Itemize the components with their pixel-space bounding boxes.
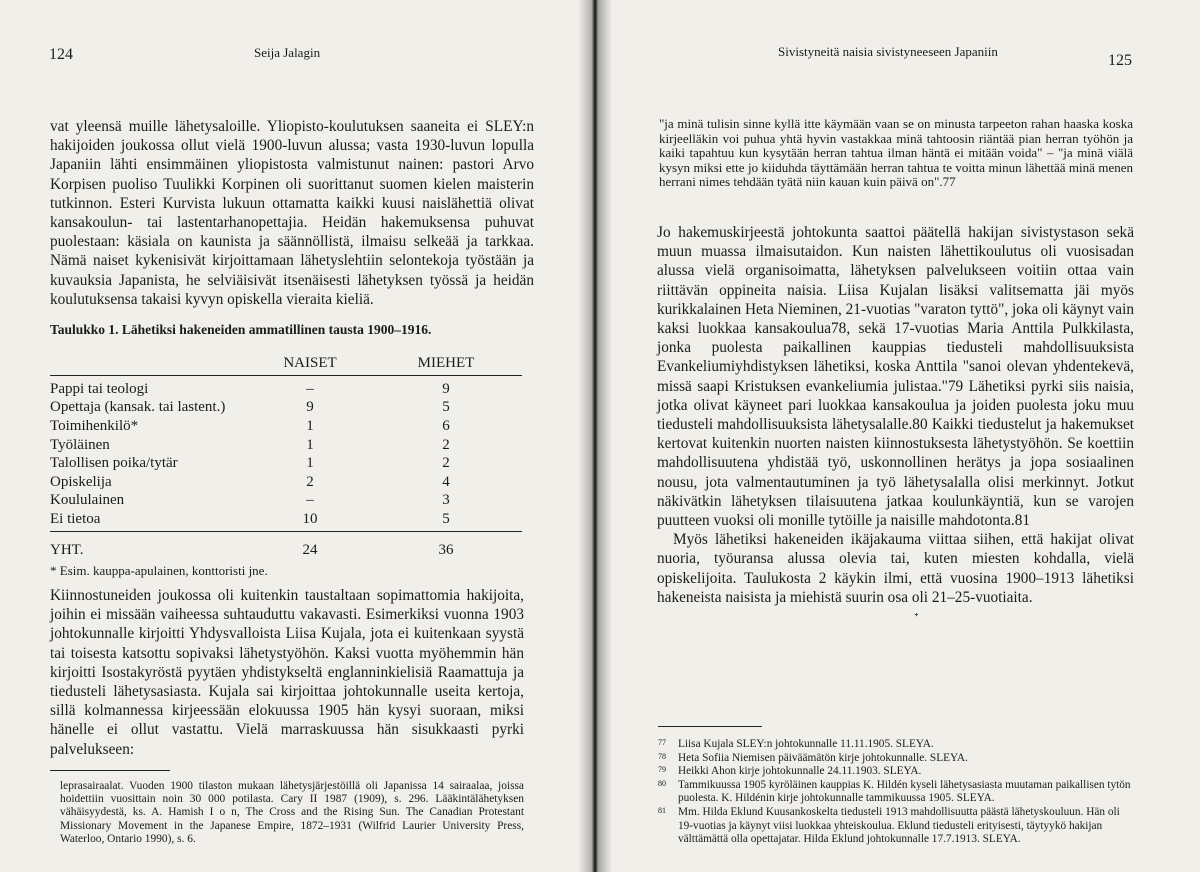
cell-miehet: 5 bbox=[442, 510, 450, 527]
header-cell bbox=[50, 352, 250, 374]
footnote-number: 78 bbox=[658, 751, 666, 761]
right-page bbox=[592, 0, 1200, 872]
row-label: Koululainen bbox=[50, 492, 125, 509]
cell-miehet: 5 bbox=[442, 399, 450, 416]
total-miehet: 36 bbox=[438, 541, 454, 558]
footnote-number: 77 bbox=[658, 738, 666, 747]
table-row bbox=[50, 436, 522, 455]
page-number-left: 124 bbox=[49, 46, 73, 63]
footnote-text: Tammikuussa 1905 kyröläinen kauppias K. Hildén kyseli lähetysasiasta muutaman paikallisen tytön puolesta. K. Hildénin kirje johtokunnalle tammikuussa 1905. SLEYA. bbox=[678, 778, 1131, 805]
row-label: Opettaja (kansak. tai lastent.) bbox=[50, 399, 226, 416]
table-header-row bbox=[50, 352, 522, 374]
footnote-list bbox=[658, 738, 1136, 847]
row-label: Ei tietoa bbox=[50, 510, 101, 527]
left-page bbox=[0, 0, 592, 872]
paragraph-text: Kiinnostuneiden joukossa oli kuitenkin taustaltaan sopimattomia hakijoita, joihin ei missään vaiheessa suhtauduttu vakavasti. Esimerkiksi vuonna 1903 johtokunnalle kirjoitti Yhdysvalloista Liisa Kujala, jota ei kuitenkaan syystä tai toisesta katsottu sopivaksi lähetystyöhön. Kaksi vuotta myöhemmin hän kirjoitti Isostakyröstä pyytäen yhdistykseltä englanninkielisiä Raamattuja ja tiedusteli lähetysasiasta. Kujala sai kirjoittaa johtokunnalle useita kertoja, sillä kolmannessa kirjeessään elokuussa 1905 hän kysyi suoraan, miksi hänelle ei ollut vastattu. Vielä marraskuussa hän sisukkaasti pyrki palvelukseen: bbox=[50, 587, 524, 758]
cell-naiset: 1 bbox=[306, 417, 314, 434]
footnote-item bbox=[658, 752, 1136, 766]
book-gutter bbox=[578, 0, 612, 872]
table-row bbox=[50, 399, 522, 418]
cell-naiset: – bbox=[306, 492, 314, 509]
footnote-text: Mm. Hilda Eklund Kuusankoskelta tiedusteli 1913 mahdollisuutta päästä lähetyskouluun. Hän oli 19-vuotias ja käynyt viisi luokkaa yhteiskoulua. Eklund tiedusteli erityisesti, täytyykö hakijan välttämättä olla opettajatar. Hilda Eklund johtokunnalle 17.7.1913. SLEYA. bbox=[678, 805, 1120, 846]
footnote-rule-right bbox=[658, 726, 762, 727]
table-total-rule bbox=[50, 531, 522, 532]
cell-miehet: 3 bbox=[442, 492, 450, 509]
paragraph-text: Jo hakemuskirjeestä johtokunta saattoi päätellä hakijan sivistystason sekä muun muassa ilmaisutaidon. Kun naisten lähettikoulutus oli vuosisadan alussa vielä organisoimatta, lähetyksen palvelukseen voitiin ottaa vain riittävän oppineita naisia. Liisa Kujalan lisäksi valitsematta jäi myös kurikkalainen Heta Nieminen, 21-vuotias "varaton tyttö", joka oli käynyt vain kaksi luokkaa kansakoulua78, sekä 17-vuotias Maria Anttila Pulkkilasta, jonka puolesta paikallinen kauppias tiedusteli mahdollisuuksista Evankeliumiyhdistyksen lähetiksi, koska Anttila "sanoi olevan yhdentekevä, missä saapi Kristuksen evankeliumia julistaa."79 Lähetiksi pyrki siis naisia, jotka olivat käyneet pari luokkaa kansakoulua ja joiden puolesta joku muu tiedusteli mahdollisuuksista lähetysalalle.80 Kaikki tiedustelut ja hakemukset kertovat kuitenkin nuorten naisten kiinnostuksesta lähetystyöhön. Se koettiin mahdollisuutena yhdistää työ, uskonnollinen herätys ja jopa sosiaalinen nousu, jota valmentautuminen ja työ lähetysalalla olisi merkinnyt. Jotkut näkivätkin lähetyksen tilaisuutena jatkaa koulunkäyntiä, kun se varojen puutteen vuoksi oli monille tytöille ja naisille mahdotonta.81 bbox=[657, 224, 1134, 530]
header-cell-naiset: NAISET bbox=[283, 354, 337, 371]
footnote-text: Liisa Kujala SLEY:n johtokunnalle 11.11.1905. SLEYA. bbox=[678, 738, 934, 750]
paragraph-text: Myös lähetiksi hakeneiden ikäjakauma viittaa siihen, että hakijat olivat nuoria, työuransa alussa olevia tai, kuten miesten kohdalla, vielä opiskelijoita. Taulukosta 2 käykin ilmi, että vuosina 1900–1913 lähetiksi hakeneista naisista ja miehistä suurin osa oli 21–25-vuotiaita. bbox=[657, 531, 1134, 606]
row-label: Työläinen bbox=[50, 436, 110, 453]
cell-naiset: 10 bbox=[302, 510, 318, 527]
running-head-left: Seija Jalagin bbox=[254, 45, 321, 60]
block-quote: "ja minä tulisin sinne kyllä itte käymään vaan se on minusta tarpeeton rahan haaska koska kirjeelläkin voi puhua yhtä hyvin vastakkaa minä tahtoosin riäntää pian herran työhön ja kaiki tapahtuu kun kysytään herran tahtua ilman häntä ei mitään voida" – "ja minä viälä kysyn miksi ette jo kiiduhda täyttämään herran tahtua te voitta minun lähettää minä menen herrani nimes tehdään tyätä niin kauan kuin päivä on".77 bbox=[659, 116, 1133, 190]
pencil-mark: ᐩ bbox=[914, 610, 919, 624]
running-head-right: Sivistyneitä naisia sivistyneeseen Japaniin bbox=[778, 44, 998, 59]
footnote-item bbox=[658, 806, 1136, 847]
footnote-item bbox=[658, 779, 1136, 806]
row-label: Pappi tai teologi bbox=[50, 380, 149, 397]
footnote-rule-left bbox=[50, 770, 170, 771]
page-number-right: 125 bbox=[1108, 52, 1132, 69]
cell-naiset: 1 bbox=[306, 436, 314, 453]
cell-miehet: 4 bbox=[442, 473, 450, 490]
row-label: Opiskelija bbox=[50, 473, 112, 490]
table-row bbox=[50, 473, 522, 492]
footnote-item bbox=[658, 765, 1136, 779]
table-row bbox=[50, 510, 522, 529]
table-row bbox=[50, 417, 522, 436]
footnote-continued: leprasairaalat. Vuoden 1900 tilaston mukaan lähetysjärjestöillä oli Japanissa 14 sairaalaa, joissa hoidettiin vuosittain noin 30 000 potilasta. Cary II 1987 (1909), s. 296. Lääkintälähetyksen vähäisyydestä, ks. A. Hamish I o n, The Cross and the Rising Sun. The Canadian Protestant Missionary Movement in the Japanese Empire, 1872–1931 (Wilfrid Laurier University Press, Waterloo, Ontario 1990), s. 6. bbox=[60, 780, 524, 845]
cell-naiset: 9 bbox=[306, 399, 314, 416]
row-label: Toimihenkilö* bbox=[50, 417, 139, 434]
cell-miehet: 2 bbox=[442, 436, 450, 453]
total-naiset: 24 bbox=[302, 541, 318, 558]
footnote-item bbox=[658, 738, 1136, 752]
left-paragraph-1 bbox=[50, 117, 534, 309]
cell-naiset: 2 bbox=[306, 473, 314, 490]
table-row bbox=[50, 454, 522, 473]
header-cell-miehet: MIEHET bbox=[417, 354, 475, 371]
cell-miehet: 9 bbox=[442, 380, 450, 397]
table-note: * Esim. kauppa-apulainen, konttoristi jne. bbox=[50, 563, 268, 578]
table-header-rule bbox=[50, 375, 522, 376]
footnote-number: 79 bbox=[658, 765, 666, 775]
table-row bbox=[50, 380, 522, 399]
cell-miehet: 6 bbox=[442, 417, 450, 434]
cell-miehet: 2 bbox=[442, 455, 450, 472]
table-row bbox=[50, 492, 522, 511]
table-total-row bbox=[50, 541, 522, 560]
footnote-text: Heta Sofiia Niemisen päiväämätön kirje johtokunnalle. SLEYA. bbox=[678, 751, 968, 764]
row-label: Talollisen poika/tytär bbox=[50, 455, 178, 472]
cell-naiset: 1 bbox=[306, 455, 314, 472]
table-caption: Taulukko 1. Lähetiksi hakeneiden ammatillinen tausta 1900–1916. bbox=[50, 322, 432, 337]
paragraph-text: vat yleensä muille lähetysaloille. Yliopisto-koulutuksen saaneita ei SLEY:n hakijoiden joukossa ollut vielä 1900-luvun alussa; vasta 1930-luvun lopulla Japaniin lähti ensimmäinen yliopistosta valmistunut nainen: pastori Arvo Korpisen puoliso Tuulikki Korpinen oli suorittanut suomen kielen maisterin tutkinnon. Esteri Kurvista lukuun ottamatta kaikki kuusi naislähettiä olivat kansakoulun- tai lastentarhanopettajia. Heidän hakemuksensa puhuvat puolestaan: käsiala on kaunista ja säännöllistä, ilmaisu selkeää ja tarkkaa. Nämä naiset kykenisivät kirjoittamaan lähetyslehtiin selontekoja työstään ja kuvauksia Japanista, he selviäisivät itsenäisesti lähetyksen työssä ja heidän koulutuksensa takaisi kyvyn opiskella vieraita kieliä. bbox=[50, 118, 534, 308]
profession-table bbox=[50, 352, 522, 559]
footnote-text: Heikki Ahon kirje johtokunnalle 24.11.1903. SLEYA. bbox=[678, 765, 922, 778]
right-paragraphs bbox=[657, 223, 1134, 607]
total-label: YHT. bbox=[50, 541, 84, 558]
cell-naiset: – bbox=[306, 380, 314, 397]
footnote-number: 80 bbox=[658, 778, 666, 788]
left-paragraph-2 bbox=[50, 586, 524, 759]
footnote-number: 81 bbox=[658, 805, 666, 815]
